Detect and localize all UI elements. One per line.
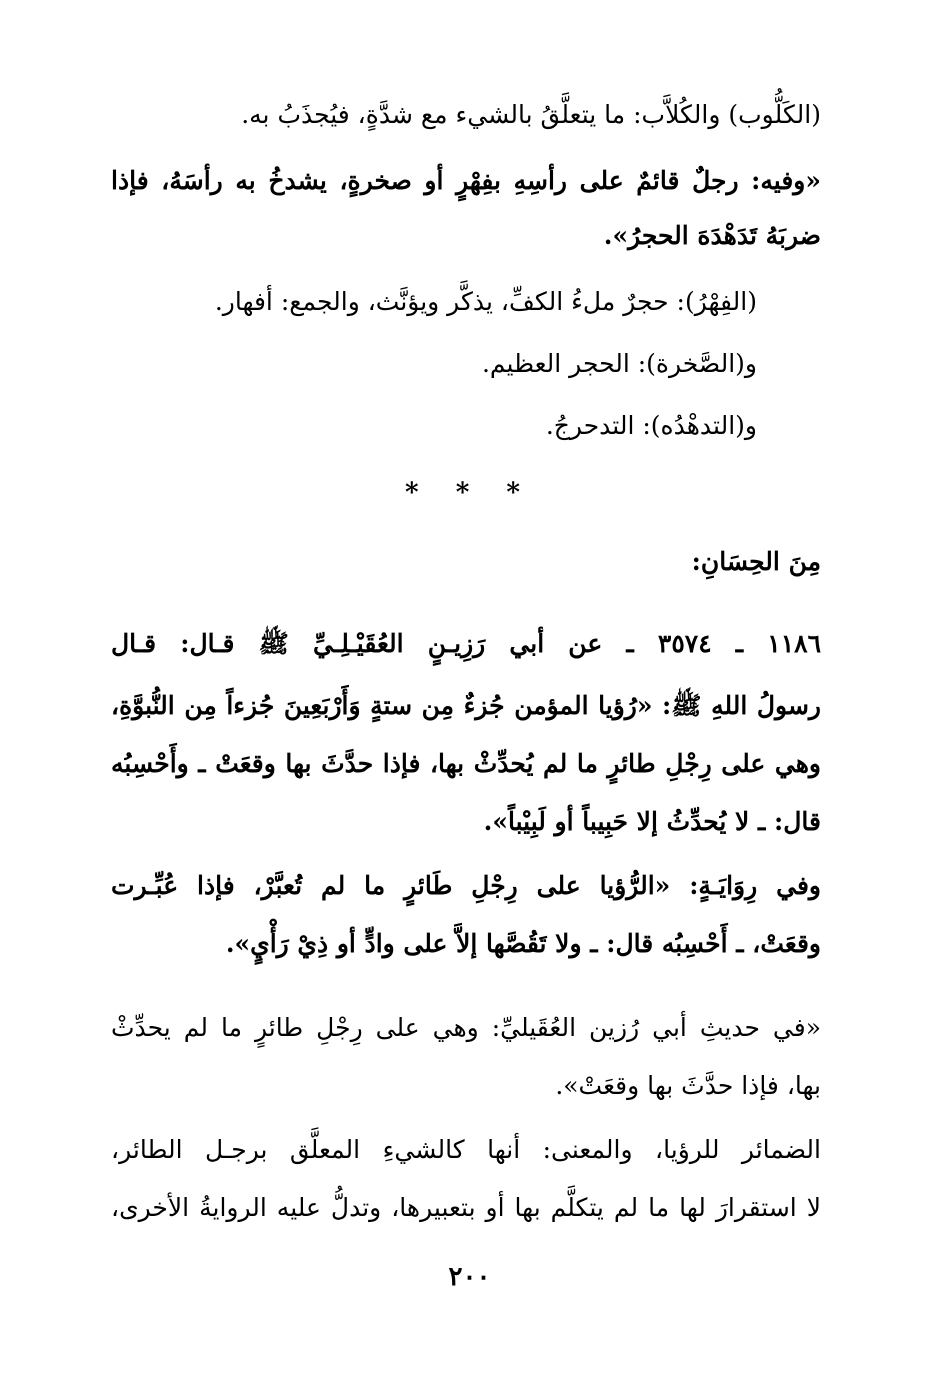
text-line: (الكَلُّوب) والكُلاَّب: ما يتعلَّقُ بالشيء مع شدَّةٍ، فيُجذَبُ به. xyxy=(241,100,821,129)
commentary-line: لا استقرارَ لها ما لم يتكلَّم بها أو بتعبيرها، وتدلُّ عليه الروايةُ الأخرى، xyxy=(111,1193,821,1222)
commentary-line: «في حديثِ أبي رُزين العُقَيليِّ: وهي على رِجْلِ طائرٍ ما لم يحدِّثْ xyxy=(111,1013,821,1042)
hadith-line: وهي على رِجْلِ طائرٍ ما لم يُحدِّثْ بها، فإذا حدَّثَ بها وقعَتْ ـ وأَحْسِبُه xyxy=(111,749,821,778)
text-line: و(التدهْدُه): التدحرجُ. xyxy=(545,411,757,440)
text-line: ضربَهُ تَدَهْدَهَ الحجرُ». xyxy=(603,221,821,250)
text-line: (الفِهْرُ): حجرٌ ملءُ الكفِّ، يذكَّر ويؤنَّث، والجمع: أفهار. xyxy=(214,287,757,316)
commentary-line: الضمائر للرؤيا، والمعنى: أنها كالشيءِ المعلَّق برجـل الطائر، xyxy=(111,1135,821,1164)
hadith-line: وفي رِوَايَـةٍ: «الرُّؤيا على رِجْلِ طَائرٍ ما لم تُعبَّرْ، فإذا عُبِّـرت xyxy=(111,871,821,900)
commentary-line: بها، فإذا حدَّثَ بها وقعَتْ». xyxy=(555,1071,821,1100)
hadith-line: رسولُ اللهِ ﷺ: «رُؤيا المؤمن جُزءٌ مِن ستةٍ وَأَرْبَعِينَ جُزءاً مِن النُّبوَّةِ، xyxy=(111,691,821,720)
text-line: و(الصَّخرة): الحجر العظيم. xyxy=(481,349,757,378)
hadith-line: ١١٨٦ ـ ٣٥٧٤ ـ عن أبي رَزِيـنٍ العُقَيْـلِـيِّ ﷺ قـال: قـال xyxy=(111,629,821,658)
hadith-line: قال: ـ لا يُحدِّثُ إلا حَبِيباً أو لَبِيْباً». xyxy=(483,807,821,836)
section-heading: مِنَ الحِسَانِ: xyxy=(691,547,821,576)
hadith-line: وقعَتْ، ـ أَحْسِبُه قال: ـ ولا تَقُصَّها إلاَّ على وادٍّ أو ذِيْ رَأْيٍ». xyxy=(225,929,821,958)
text-line: «وفيه: رجلٌ قائمٌ على رأسِهِ بفِهْرٍ أو صخرةٍ، يشدخُ به رأسَهُ، فإذا xyxy=(111,166,821,195)
section-divider: * * * xyxy=(405,478,534,508)
page-number: ٢٠٠ xyxy=(448,1262,491,1292)
